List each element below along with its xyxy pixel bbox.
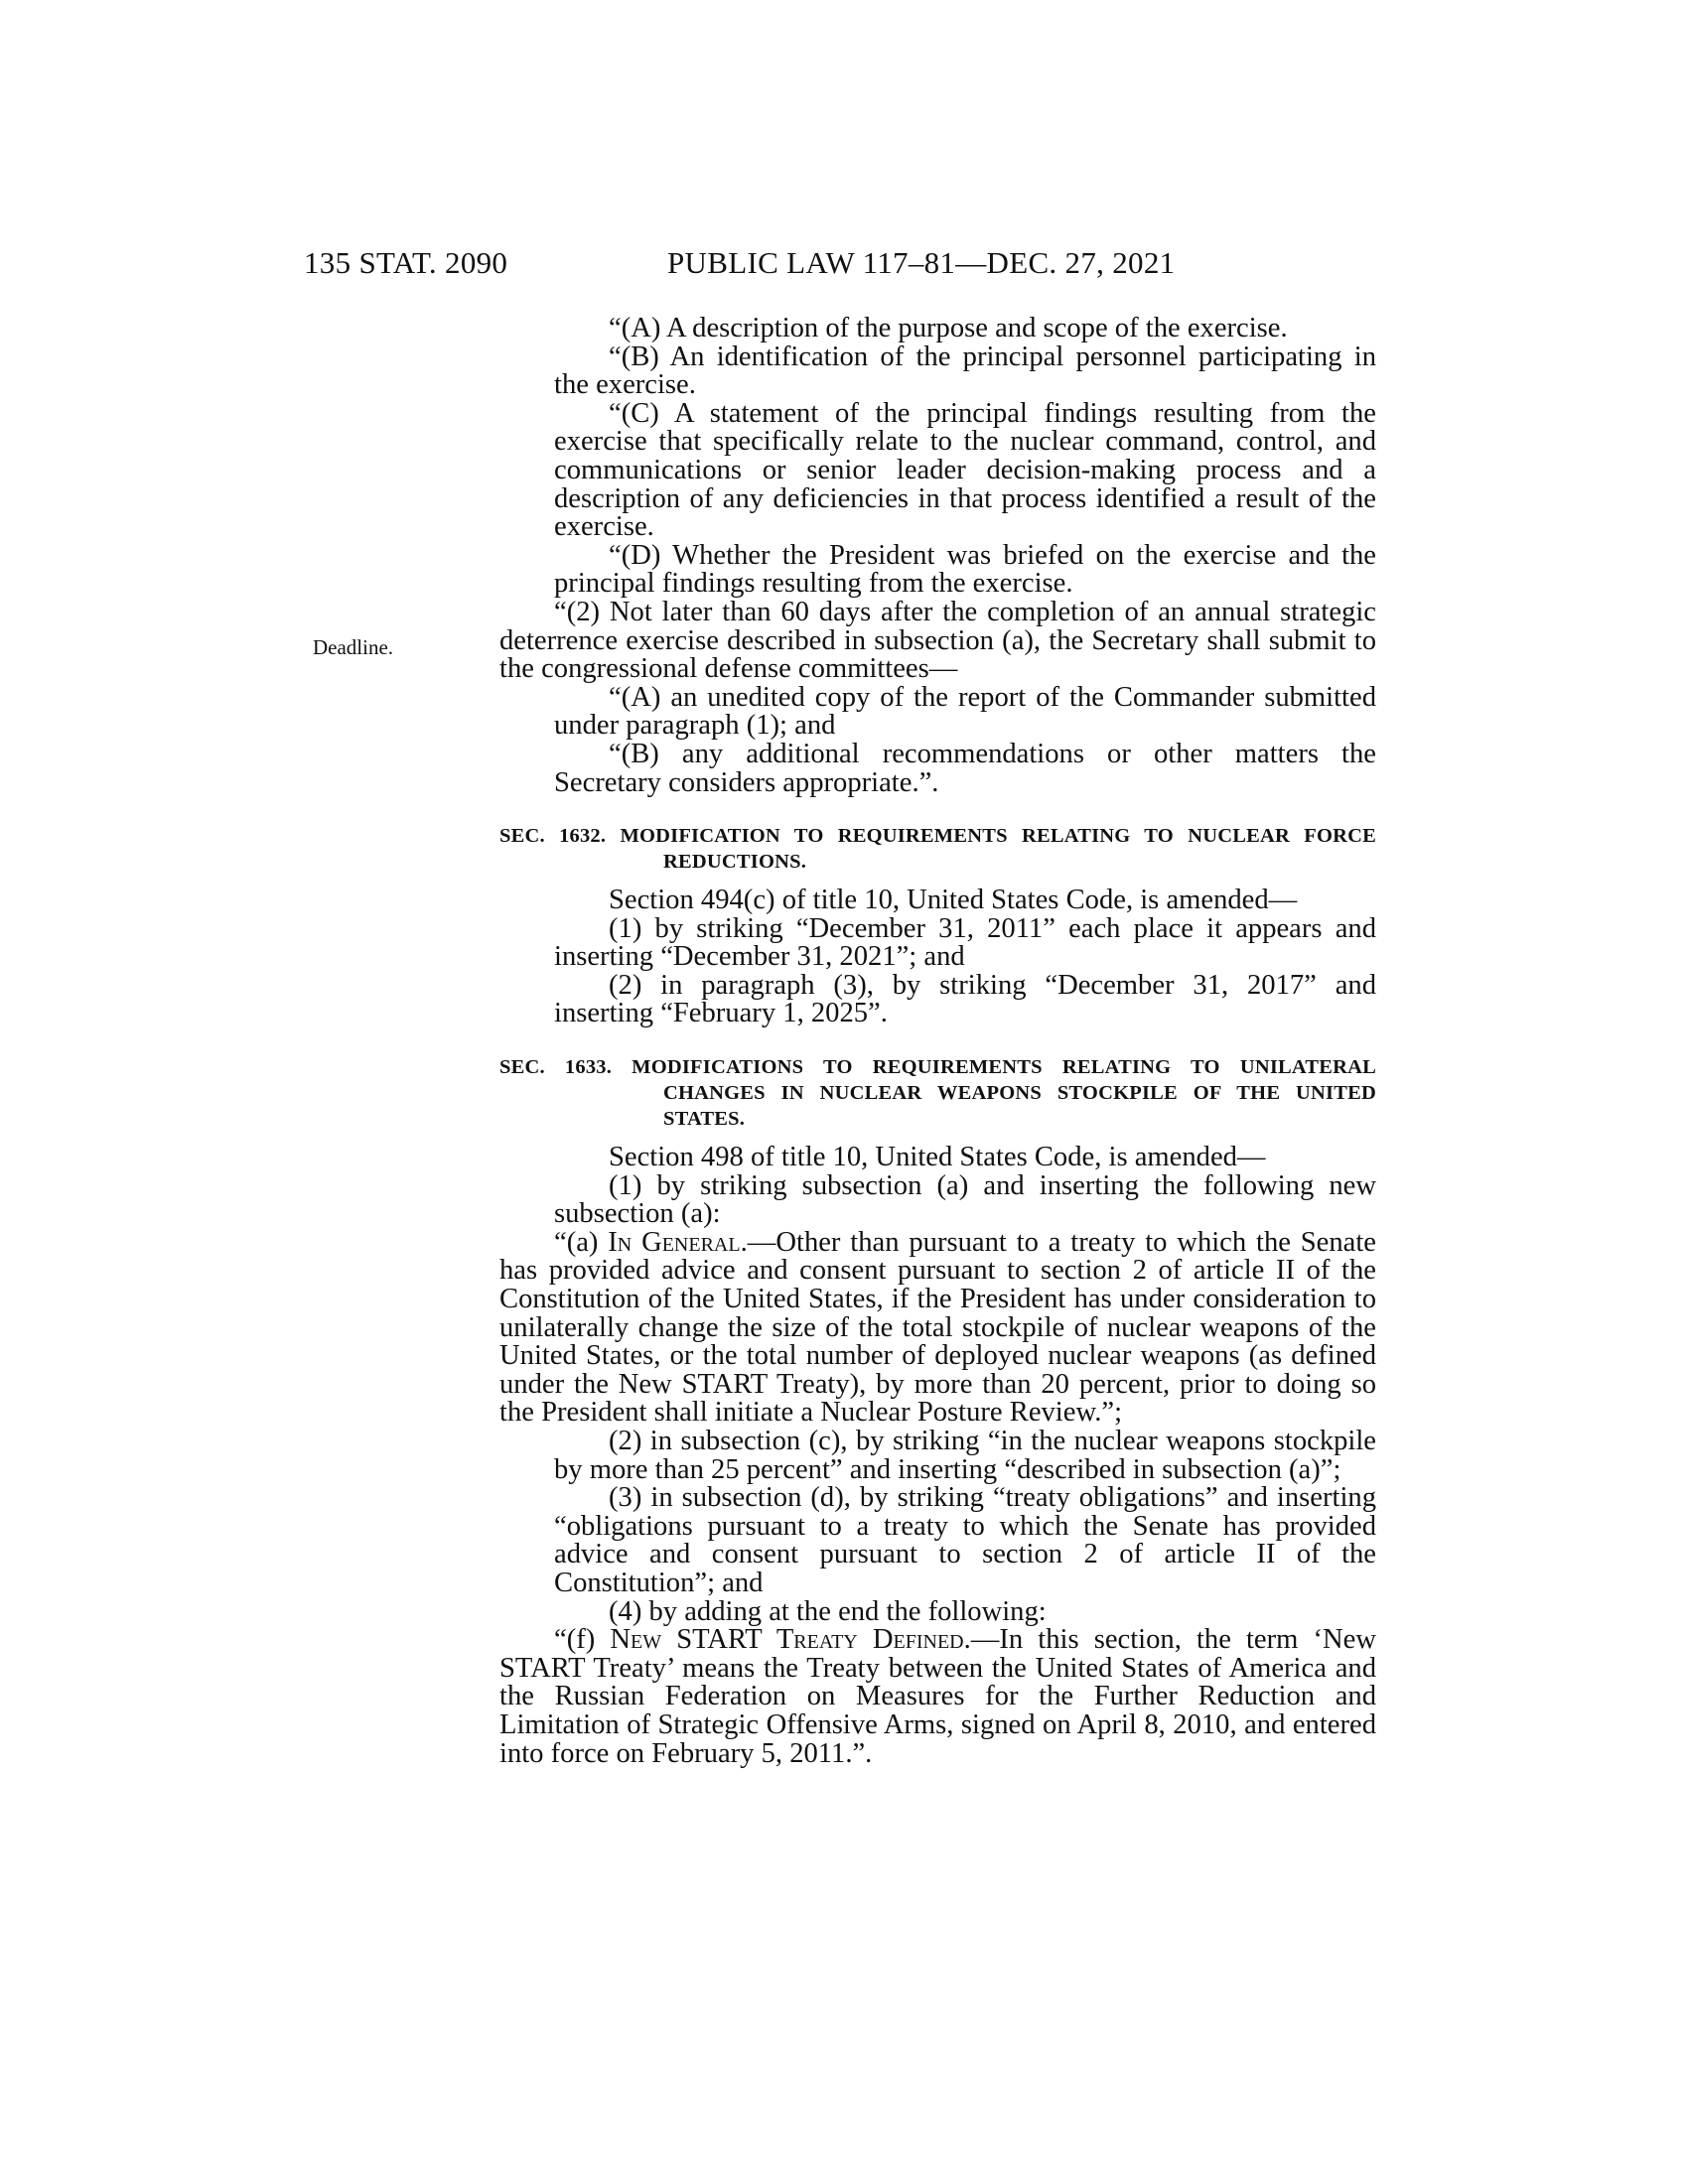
section-1632-item-1: (1) by striking “December 31, 2011” each place it appears and inserting “December 31, 2021”; and (554, 912, 1376, 973)
section-1632-heading: SEC. 1632. MODIFICATION TO REQUIREMENTS RELATING TO NUCLEAR FORCE REDUCTIONS. (499, 825, 1376, 874)
item-d: “(D) Whether the President was briefed on the exercise and the principal findings resulting from the exercise. (554, 539, 1376, 600)
subsection-f-caption: New START Treaty Defined (610, 1624, 964, 1656)
section-1633-intro: Section 498 of title 10, United States Code, is amended— (609, 1142, 1266, 1173)
paragraph-2: “(2) Not later than 60 days after the completion of an annual strategic deterrence exercise described in subsection (a), the Secretary shall submit to the congressional defense committees— (499, 596, 1376, 685)
section-1633-heading: SEC. 1633. MODIFICATIONS TO REQUIREMENTS RELATING TO UNILATERAL CHANGES IN NUCLEAR WEAPONS STOCKPILE OF THE UNITED STATES. (499, 1056, 1376, 1131)
statute-body (499, 315, 1376, 1768)
section-1632-item-2: (2) in paragraph (3), by striking “December 31, 2017” and inserting “February 1, 2025”. (554, 969, 1376, 1029)
item-b: “(B) An identification of the principal personnel participating in the exercise. (554, 341, 1376, 401)
paragraph-2-item-b: “(B) any additional recommendations or other matters the Secretary considers appropriate.”. (554, 738, 1376, 798)
section-1633-item-4: (4) by adding at the end the following: (609, 1595, 1047, 1627)
subsection-f-body: .—In this section, the term ‘New START Treaty’ means the Treaty between the United States of America and the Russian Federation on Measures for the Further Reduction and Limitation of Strategic Offensive Arms, signed on April 8, 2010, and entered into force on February 5, 2011.”. (499, 1624, 1377, 1769)
new-subsection-a (499, 1226, 1376, 1429)
subsection-a-body: .—Other than pursuant to a treaty to which the Senate has provided advice and consent pursuant to section 2 of article II of the Constitution of the United States, if the President has under consideration to unilaterally change the size of the total stockpile of nuclear weapons of the United States, or the total number of deployed nuclear weapons (as defined under the New START Treaty), by more than 20 percent, prior to doing so the President shall initiate a Nuclear Posture Review.”; (499, 1226, 1376, 1429)
page-reference: 135 STAT. 2090 (304, 245, 508, 280)
subsection-f-lead: “(f) (554, 1624, 611, 1656)
margin-note-deadline: Deadline. (313, 635, 394, 659)
section-1633-item-1: (1) by striking subsection (a) and inserting the following new subsection (a): (554, 1169, 1376, 1230)
law-reference-header: PUBLIC LAW 117–81—DEC. 27, 2021 (667, 245, 1176, 280)
section-1632-intro: Section 494(c) of title 10, United States Code, is amended— (609, 885, 1298, 916)
paragraph-2-item-a: “(A) an unedited copy of the report of the Commander submitted under paragraph (1); and (554, 681, 1376, 742)
subsection-a-caption: In General (608, 1226, 741, 1258)
item-a: “(A) A description of the purpose and scope of the exercise. (609, 313, 1288, 343)
subsection-a-lead: “(a) (554, 1226, 609, 1258)
new-subsection-f (499, 1626, 1376, 1768)
item-c: “(C) A statement of the principal findings resulting from the exercise that specifically relate to the nuclear command, control, and communications or senior leader decision-making process and a description of any deficiencies in that process identified a result of the exercise. (554, 397, 1376, 543)
section-1633-item-3: (3) in subsection (d), by striking “treaty obligations” and inserting “obligations pursuant to a treaty to which the Senate has provided advice and consent pursuant to section 2 of article II of the Constitution”; and (554, 1482, 1376, 1598)
section-1633-item-2: (2) in subsection (c), by striking “in the nuclear weapons stockpile by more than 25 percent” and inserting “described in subsection (a)”; (554, 1426, 1376, 1485)
